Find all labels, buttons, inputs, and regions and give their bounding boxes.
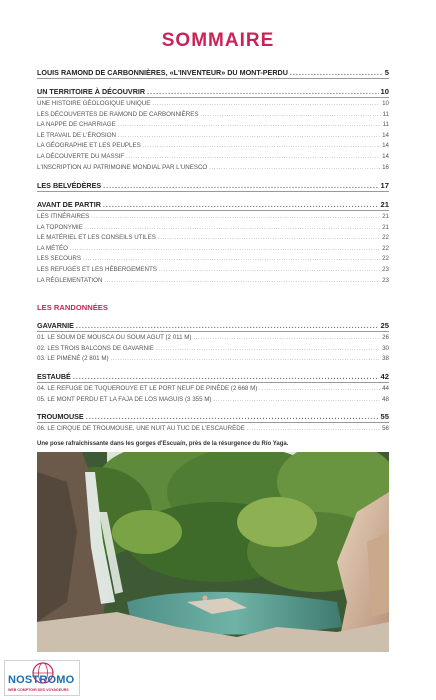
page-title: SOMMAIRE [161, 30, 275, 51]
toc-heading-page: 55 [380, 412, 389, 421]
toc-heading-page: 21 [380, 200, 389, 209]
toc-item-label: LA RÉGLEMENTATION [37, 276, 103, 284]
divider [37, 78, 389, 79]
divider [37, 191, 389, 192]
toc-item[interactable] [37, 152, 389, 163]
toc-item-label: LE MATÉRIEL ET LES CONSEILS UTILES [37, 234, 156, 242]
toc-item[interactable] [37, 244, 389, 255]
toc-item-label: LES ITINÉRAIRES [37, 213, 90, 220]
toc-item-label: 01. LE SOUM DE MOUSCA OU SOUM AGUT (2 011 M) [37, 334, 192, 341]
toc-item[interactable] [37, 395, 389, 406]
toc-item-label: LES DÉCOUVERTES DE RAMOND DE CARBONNIÈRES [37, 110, 199, 118]
toc-item[interactable] [37, 333, 389, 344]
section-title-randonnees: LES RANDONNÉES [37, 303, 108, 312]
toc-item-page: 48 [382, 395, 389, 403]
toc-item-label: L'INSCRIPTION AU PATRIMOINE MONDIAL PAR L'UNESCO [37, 163, 208, 171]
toc-item-label: 04. LE REFUGE DE TUQUEROUYE ET LE PORT NEUF DE PINÈDE (2 668 M) [37, 385, 258, 392]
toc-item-label: LES REFUGES ET LES HÉBERGEMENTS [37, 265, 157, 273]
toc-item-label: UNE HISTOIRE GÉOLOGIQUE UNIQUE [37, 100, 151, 107]
toc-heading-label: ESTAUBÉ [37, 372, 71, 381]
toc-item[interactable] [37, 163, 389, 174]
toc-heading-label: GAVARNIE [37, 321, 74, 330]
nostromo-logo [4, 660, 80, 696]
toc-section-belvederes [37, 180, 389, 193]
toc-item[interactable] [37, 344, 389, 355]
toc-item-page: 56 [382, 425, 389, 432]
toc-heading-label: UN TERRITOIRE À DÉCOUVRIR [37, 87, 146, 96]
toc-item[interactable] [37, 265, 389, 276]
toc-item-page: 11 [382, 110, 389, 118]
divider [37, 382, 389, 383]
toc-item-label: LA TOPONYMIE [37, 223, 83, 231]
toc-item[interactable] [37, 254, 389, 265]
toc-item[interactable] [37, 131, 389, 142]
toc-item[interactable] [37, 120, 389, 131]
toc-section-troumouse [37, 411, 389, 435]
toc-item-label: LA GÉOGRAPHIE ET LES PEUPLES [37, 142, 141, 150]
toc-item-page: 16 [382, 163, 389, 171]
toc-item-page: 22 [382, 234, 389, 242]
toc-entry-label: LOUIS RAMOND DE CARBONNIÈRES, «L'INVENTEUR» DU MONT-PERDU [37, 68, 288, 77]
toc-section-estaube [37, 371, 389, 405]
toc-item-page: 10 [382, 100, 389, 107]
toc-heading-gavarnie[interactable] [37, 320, 389, 331]
toc-item-page: 26 [382, 334, 389, 341]
toc-item-page: 14 [382, 131, 389, 139]
toc-item-page: 44 [382, 385, 389, 392]
toc-item-label: LA NAPPE DE CHARRIAGE [37, 121, 116, 129]
toc-section-territoire [37, 86, 389, 173]
toc-item[interactable] [37, 424, 389, 435]
toc-item[interactable] [37, 223, 389, 234]
toc-item[interactable] [37, 233, 389, 244]
toc-item-page: 21 [382, 223, 389, 231]
toc-item-label: LA MÉTÉO [37, 244, 68, 252]
toc-item-page: 11 [382, 121, 389, 129]
toc-item-page: 30 [382, 344, 389, 352]
toc-intro [37, 67, 389, 80]
toc-heading-page: 10 [380, 87, 389, 96]
divider [37, 97, 389, 98]
toc-item[interactable] [37, 141, 389, 152]
photo-caption: Une pose rafraîchissante dans les gorges d'Escuaín, près de la résurgence du Río Yaga. [37, 441, 289, 447]
logo-tagline: WEB COMPTOIR DES VOYAGEURS [8, 688, 69, 692]
divider [37, 331, 389, 332]
divider [37, 422, 389, 423]
photo-illustration [37, 452, 389, 652]
toc-item[interactable] [37, 384, 389, 395]
toc-heading-page: 17 [380, 181, 389, 190]
toc-item-page: 21 [382, 213, 389, 220]
toc-heading-territoire[interactable] [37, 86, 389, 97]
toc-item-page: 14 [382, 152, 389, 160]
toc-item-label: 06. LE CIRQUE DE TROUMOUSE, UNE NUIT AU TUC DE L'ESCAURÈDE [37, 425, 245, 432]
toc-item-page: 22 [382, 244, 389, 252]
toc-heading-label: TROUMOUSE [37, 412, 84, 421]
toc-heading-avant[interactable] [37, 199, 389, 210]
toc-heading-troumouse[interactable] [37, 411, 389, 422]
toc-item[interactable] [37, 110, 389, 121]
toc-heading-page: 42 [380, 372, 389, 381]
toc-item-label: LA DÉCOUVERTE DU MASSIF [37, 152, 125, 160]
toc-heading-page: 25 [380, 321, 389, 330]
toc-item-page: 23 [382, 265, 389, 273]
logo-brand: NOSTROMO [8, 674, 75, 686]
toc-item-page: 14 [382, 142, 389, 150]
toc-heading-belvederes[interactable] [37, 180, 389, 191]
toc-item-label: 02. LES TROIS BALCONS DE GAVARNIE [37, 344, 154, 352]
toc-section-avant [37, 199, 389, 286]
toc-section-gavarnie [37, 320, 389, 365]
toc-heading-label: AVANT DE PARTIR [37, 200, 101, 209]
toc-entry-intro[interactable] [37, 67, 389, 78]
toc-item-label: LES SECOURS [37, 255, 82, 263]
toc-item-page: 22 [382, 255, 389, 263]
toc-heading-estaube[interactable] [37, 371, 389, 382]
toc-item[interactable] [37, 354, 389, 365]
toc-item[interactable] [37, 99, 389, 110]
toc-item-page: 38 [382, 355, 389, 363]
toc-item[interactable] [37, 276, 389, 287]
divider [37, 210, 389, 211]
toc-item-label: 03. LE PIMENÉ (2 801 M) [37, 355, 109, 363]
toc-item-label: 05. LE MONT PERDU ET LA FAJA DE LOS MAGUIS (3 355 M) [37, 395, 212, 403]
toc-heading-label: LES BELVÉDÈRES [37, 181, 102, 190]
toc-item[interactable] [37, 212, 389, 223]
toc-item-label: LE TRAVAIL DE L'ÉROSION [37, 131, 117, 139]
toc-entry-page: 5 [384, 68, 389, 77]
gorge-waterfall-photo [37, 452, 389, 652]
toc-item-page: 23 [382, 276, 389, 284]
